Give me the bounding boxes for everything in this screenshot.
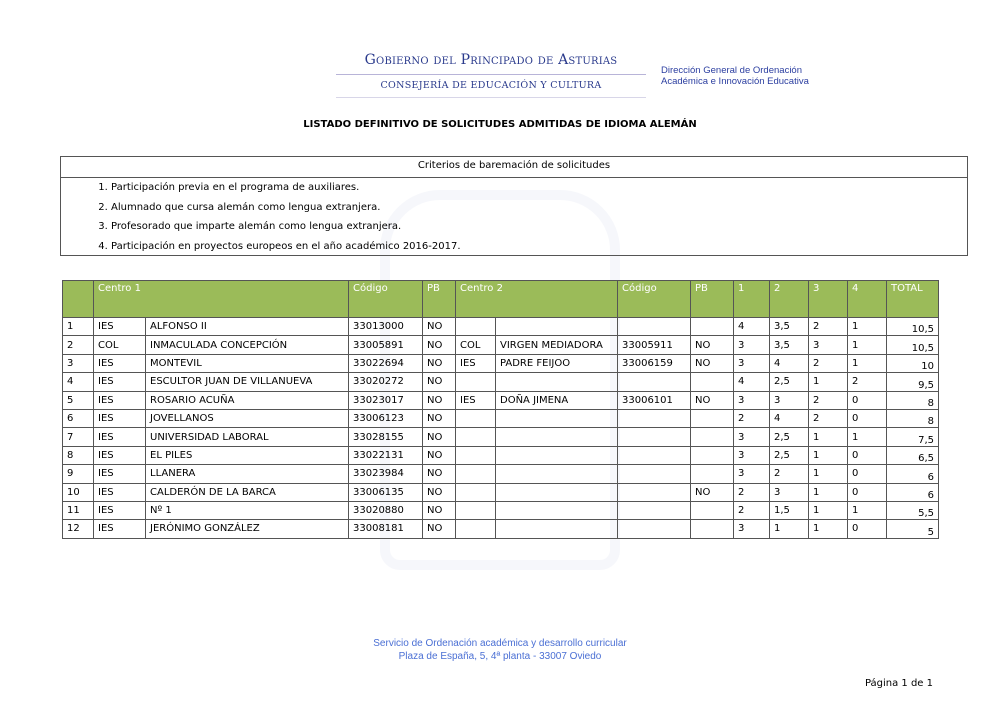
table-cell: 2	[63, 336, 94, 354]
table-cell: 3	[734, 354, 770, 372]
table-cell: 33006101	[618, 391, 691, 409]
criterion: 1. Participación previa en el programa de auxiliares.	[111, 178, 967, 198]
table-cell: 2,5	[770, 428, 809, 446]
table-row	[63, 465, 939, 483]
table-row	[63, 501, 939, 519]
table-cell	[618, 483, 691, 501]
table-cell: 8	[887, 409, 939, 427]
table-cell: 3	[770, 483, 809, 501]
table-cell: 0	[848, 409, 887, 427]
table-row	[63, 483, 939, 501]
criteria-heading: Criterios de baremación de solicitudes	[61, 157, 967, 178]
divider	[336, 97, 646, 98]
table-row	[63, 520, 939, 538]
gov-logo-title: Gobierno del Principado de Asturias	[364, 52, 618, 68]
table-cell: 33022694	[349, 354, 423, 372]
table-cell: 3	[734, 446, 770, 464]
table-cell: 3	[734, 428, 770, 446]
column-header: Código	[618, 281, 691, 318]
table-cell: 8	[887, 391, 939, 409]
table-cell	[456, 465, 496, 483]
table-cell: 3	[734, 520, 770, 538]
table-cell	[496, 446, 618, 464]
table-cell: 3	[734, 391, 770, 409]
table-cell: 33006123	[349, 409, 423, 427]
table-cell: 11	[63, 501, 94, 519]
table-cell: 1	[809, 520, 848, 538]
table-row	[63, 354, 939, 372]
table-row	[63, 409, 939, 427]
table-cell: 1	[809, 446, 848, 464]
table-row	[63, 336, 939, 354]
table-cell: JERÓNIMO GONZÁLEZ	[146, 520, 349, 538]
table-cell: 5	[887, 520, 939, 538]
table-cell: 1	[848, 501, 887, 519]
table-header-row	[63, 281, 939, 318]
table-cell: 4	[63, 373, 94, 391]
table-cell: 1	[809, 465, 848, 483]
table-cell: UNIVERSIDAD LABORAL	[146, 428, 349, 446]
table-cell	[456, 483, 496, 501]
table-cell: 7	[63, 428, 94, 446]
table-cell: NO	[423, 409, 456, 427]
table-cell: NO	[691, 483, 734, 501]
table-cell: 6,5	[887, 446, 939, 464]
table-cell: NO	[423, 373, 456, 391]
table-cell: 33013000	[349, 318, 423, 336]
table-cell	[691, 318, 734, 336]
table-cell: 33006135	[349, 483, 423, 501]
table-cell	[618, 318, 691, 336]
table-cell: NO	[423, 465, 456, 483]
dir-line1: Dirección General de Ordenación	[661, 65, 802, 76]
table-row	[63, 373, 939, 391]
table-cell: JOVELLANOS	[146, 409, 349, 427]
column-header: Centro 2	[456, 281, 618, 318]
table-cell: 1	[809, 483, 848, 501]
table-cell: 6	[887, 483, 939, 501]
table-cell: 33020272	[349, 373, 423, 391]
table-cell: NO	[423, 336, 456, 354]
table-cell	[456, 373, 496, 391]
table-cell: 9,5	[887, 373, 939, 391]
table-cell: 33008181	[349, 520, 423, 538]
table-cell: 5,5	[887, 501, 939, 519]
table-cell	[496, 520, 618, 538]
column-header: 1	[734, 281, 770, 318]
table-cell	[456, 318, 496, 336]
table-cell: 10,5	[887, 318, 939, 336]
column-header: PB	[423, 281, 456, 318]
table-cell: 3	[770, 391, 809, 409]
table-cell: 2	[809, 318, 848, 336]
consejeria-title: CONSEJERÍA DE EDUCACIÓN Y CULTURA	[380, 80, 602, 91]
column-header: 3	[809, 281, 848, 318]
column-header: PB	[691, 281, 734, 318]
table-cell: 2	[770, 465, 809, 483]
table-cell	[496, 373, 618, 391]
table-cell: IES	[94, 318, 146, 336]
table-cell: 10	[887, 354, 939, 372]
table-cell: 2	[809, 409, 848, 427]
table-cell	[691, 428, 734, 446]
table-cell: NO	[423, 501, 456, 519]
table-cell: 2	[734, 483, 770, 501]
table-cell: 5	[63, 391, 94, 409]
document-title: LISTADO DEFINITIVO DE SOLICITUDES ADMITIDAS DE IDIOMA ALEMÁN	[303, 119, 697, 130]
table-row	[63, 391, 939, 409]
table-cell: IES	[94, 354, 146, 372]
table-cell: NO	[423, 520, 456, 538]
table-cell: 6	[63, 409, 94, 427]
table-cell: 4	[770, 409, 809, 427]
table-cell: PADRE FEIJOO	[496, 354, 618, 372]
table-cell: COL	[94, 336, 146, 354]
table-cell: CALDERÓN DE LA BARCA	[146, 483, 349, 501]
table-cell: IES	[456, 391, 496, 409]
table-cell: 2	[809, 391, 848, 409]
table-cell: NO	[423, 483, 456, 501]
table-cell: 1	[63, 318, 94, 336]
table-cell	[456, 446, 496, 464]
page-number: Página 1 de 1	[864, 678, 933, 689]
table-cell	[618, 446, 691, 464]
table-cell: 1	[848, 336, 887, 354]
table-cell: NO	[423, 446, 456, 464]
direccion-general	[661, 65, 809, 87]
table-cell: 33023984	[349, 465, 423, 483]
table-cell: 3	[809, 336, 848, 354]
table-cell: IES	[94, 373, 146, 391]
column-header: Código	[349, 281, 423, 318]
table-cell: NO	[691, 336, 734, 354]
table-cell	[618, 373, 691, 391]
table-cell: 33020880	[349, 501, 423, 519]
table-cell	[618, 501, 691, 519]
table-cell: NO	[691, 391, 734, 409]
table-cell	[691, 373, 734, 391]
column-header: 4	[848, 281, 887, 318]
table-cell	[456, 409, 496, 427]
table-cell: IES	[94, 520, 146, 538]
table-cell: NO	[423, 391, 456, 409]
table-cell	[496, 428, 618, 446]
table-cell: 8	[63, 446, 94, 464]
table-cell: 2	[809, 354, 848, 372]
table-cell	[496, 483, 618, 501]
table-cell: MONTEVIL	[146, 354, 349, 372]
table-cell	[618, 520, 691, 538]
table-cell: 0	[848, 391, 887, 409]
table-cell	[691, 501, 734, 519]
table-cell	[496, 409, 618, 427]
table-cell	[496, 318, 618, 336]
table-cell: 4	[770, 354, 809, 372]
table-cell: 0	[848, 446, 887, 464]
table-cell: NO	[691, 354, 734, 372]
table-cell: 1	[848, 318, 887, 336]
table-cell: 33023017	[349, 391, 423, 409]
column-header	[63, 281, 94, 318]
table-cell: LLANERA	[146, 465, 349, 483]
table-cell: ROSARIO ACUÑA	[146, 391, 349, 409]
table-cell: 33028155	[349, 428, 423, 446]
table-cell: 1	[809, 501, 848, 519]
criteria-list	[61, 178, 967, 256]
table-cell: DOÑA JIMENA	[496, 391, 618, 409]
table-cell: 33005911	[618, 336, 691, 354]
table-row	[63, 446, 939, 464]
table-cell: NO	[423, 354, 456, 372]
table-cell: 4	[734, 318, 770, 336]
table-cell	[691, 465, 734, 483]
table-cell: VIRGEN MEDIADORA	[496, 336, 618, 354]
table-cell: IES	[94, 465, 146, 483]
table-cell: 0	[848, 465, 887, 483]
table-cell: 1	[848, 354, 887, 372]
divider	[336, 74, 646, 75]
table-cell: 7,5	[887, 428, 939, 446]
table-row	[63, 428, 939, 446]
table-cell: 2,5	[770, 446, 809, 464]
table-cell: 3	[734, 465, 770, 483]
table-cell: 1	[848, 428, 887, 446]
table-cell	[456, 501, 496, 519]
table-cell: EL PILES	[146, 446, 349, 464]
table-cell	[456, 520, 496, 538]
criterion: 4. Participación en proyectos europeos en el año académico 2016-2017.	[111, 237, 967, 257]
table-cell: 1	[770, 520, 809, 538]
table-cell: 10	[63, 483, 94, 501]
table-cell: 33022131	[349, 446, 423, 464]
table-cell: 3	[734, 336, 770, 354]
table-cell: IES	[456, 354, 496, 372]
table-cell: 2,5	[770, 373, 809, 391]
table-cell: 9	[63, 465, 94, 483]
table-cell: IES	[94, 428, 146, 446]
table-cell: 2	[734, 501, 770, 519]
table-cell: 0	[848, 483, 887, 501]
table-cell	[618, 409, 691, 427]
footer-line1: Servicio de Ordenación académica y desarrollo curricular	[373, 638, 627, 649]
table-cell: COL	[456, 336, 496, 354]
table-cell: 1	[809, 428, 848, 446]
table-cell: 4	[734, 373, 770, 391]
dir-line2: Académica e Innovación Educativa	[661, 76, 809, 87]
footer	[0, 637, 1000, 663]
table-cell: NO	[423, 318, 456, 336]
criterion: 3. Profesorado que imparte alemán como lengua extranjera.	[111, 217, 967, 237]
table-cell: 2	[734, 409, 770, 427]
criterion: 2. Alumnado que cursa alemán como lengua extranjera.	[111, 198, 967, 218]
table-cell	[618, 465, 691, 483]
table-cell: NO	[423, 428, 456, 446]
table-cell: 2	[848, 373, 887, 391]
table-cell: IES	[94, 446, 146, 464]
table-cell: 1	[809, 373, 848, 391]
table-cell: ALFONSO II	[146, 318, 349, 336]
table-cell: 33005891	[349, 336, 423, 354]
footer-line2: Plaza de España, 5, 4ª planta - 33007 Oviedo	[398, 651, 602, 662]
table-cell	[691, 520, 734, 538]
column-header: TOTAL	[887, 281, 939, 318]
table-cell	[496, 501, 618, 519]
table-cell: INMACULADA CONCEPCIÓN	[146, 336, 349, 354]
applications-table	[62, 280, 939, 539]
table-cell: IES	[94, 391, 146, 409]
table-cell: 33006159	[618, 354, 691, 372]
table-cell	[691, 409, 734, 427]
table-cell: IES	[94, 501, 146, 519]
table-cell: 0	[848, 520, 887, 538]
table-cell: 3,5	[770, 318, 809, 336]
table-cell: IES	[94, 483, 146, 501]
table-cell	[456, 428, 496, 446]
table-cell: 12	[63, 520, 94, 538]
table-cell: ESCULTOR JUAN DE VILLANUEVA	[146, 373, 349, 391]
table-cell: 3,5	[770, 336, 809, 354]
criteria-box	[60, 156, 968, 256]
table-cell: 3	[63, 354, 94, 372]
table-row	[63, 318, 939, 336]
column-header: Centro 1	[94, 281, 349, 318]
table-cell: 6	[887, 465, 939, 483]
table-cell	[496, 465, 618, 483]
column-header: 2	[770, 281, 809, 318]
table-cell: 10,5	[887, 336, 939, 354]
table-cell: 1,5	[770, 501, 809, 519]
table-cell	[618, 428, 691, 446]
table-cell	[691, 446, 734, 464]
table-cell: IES	[94, 409, 146, 427]
table-cell: Nº 1	[146, 501, 349, 519]
